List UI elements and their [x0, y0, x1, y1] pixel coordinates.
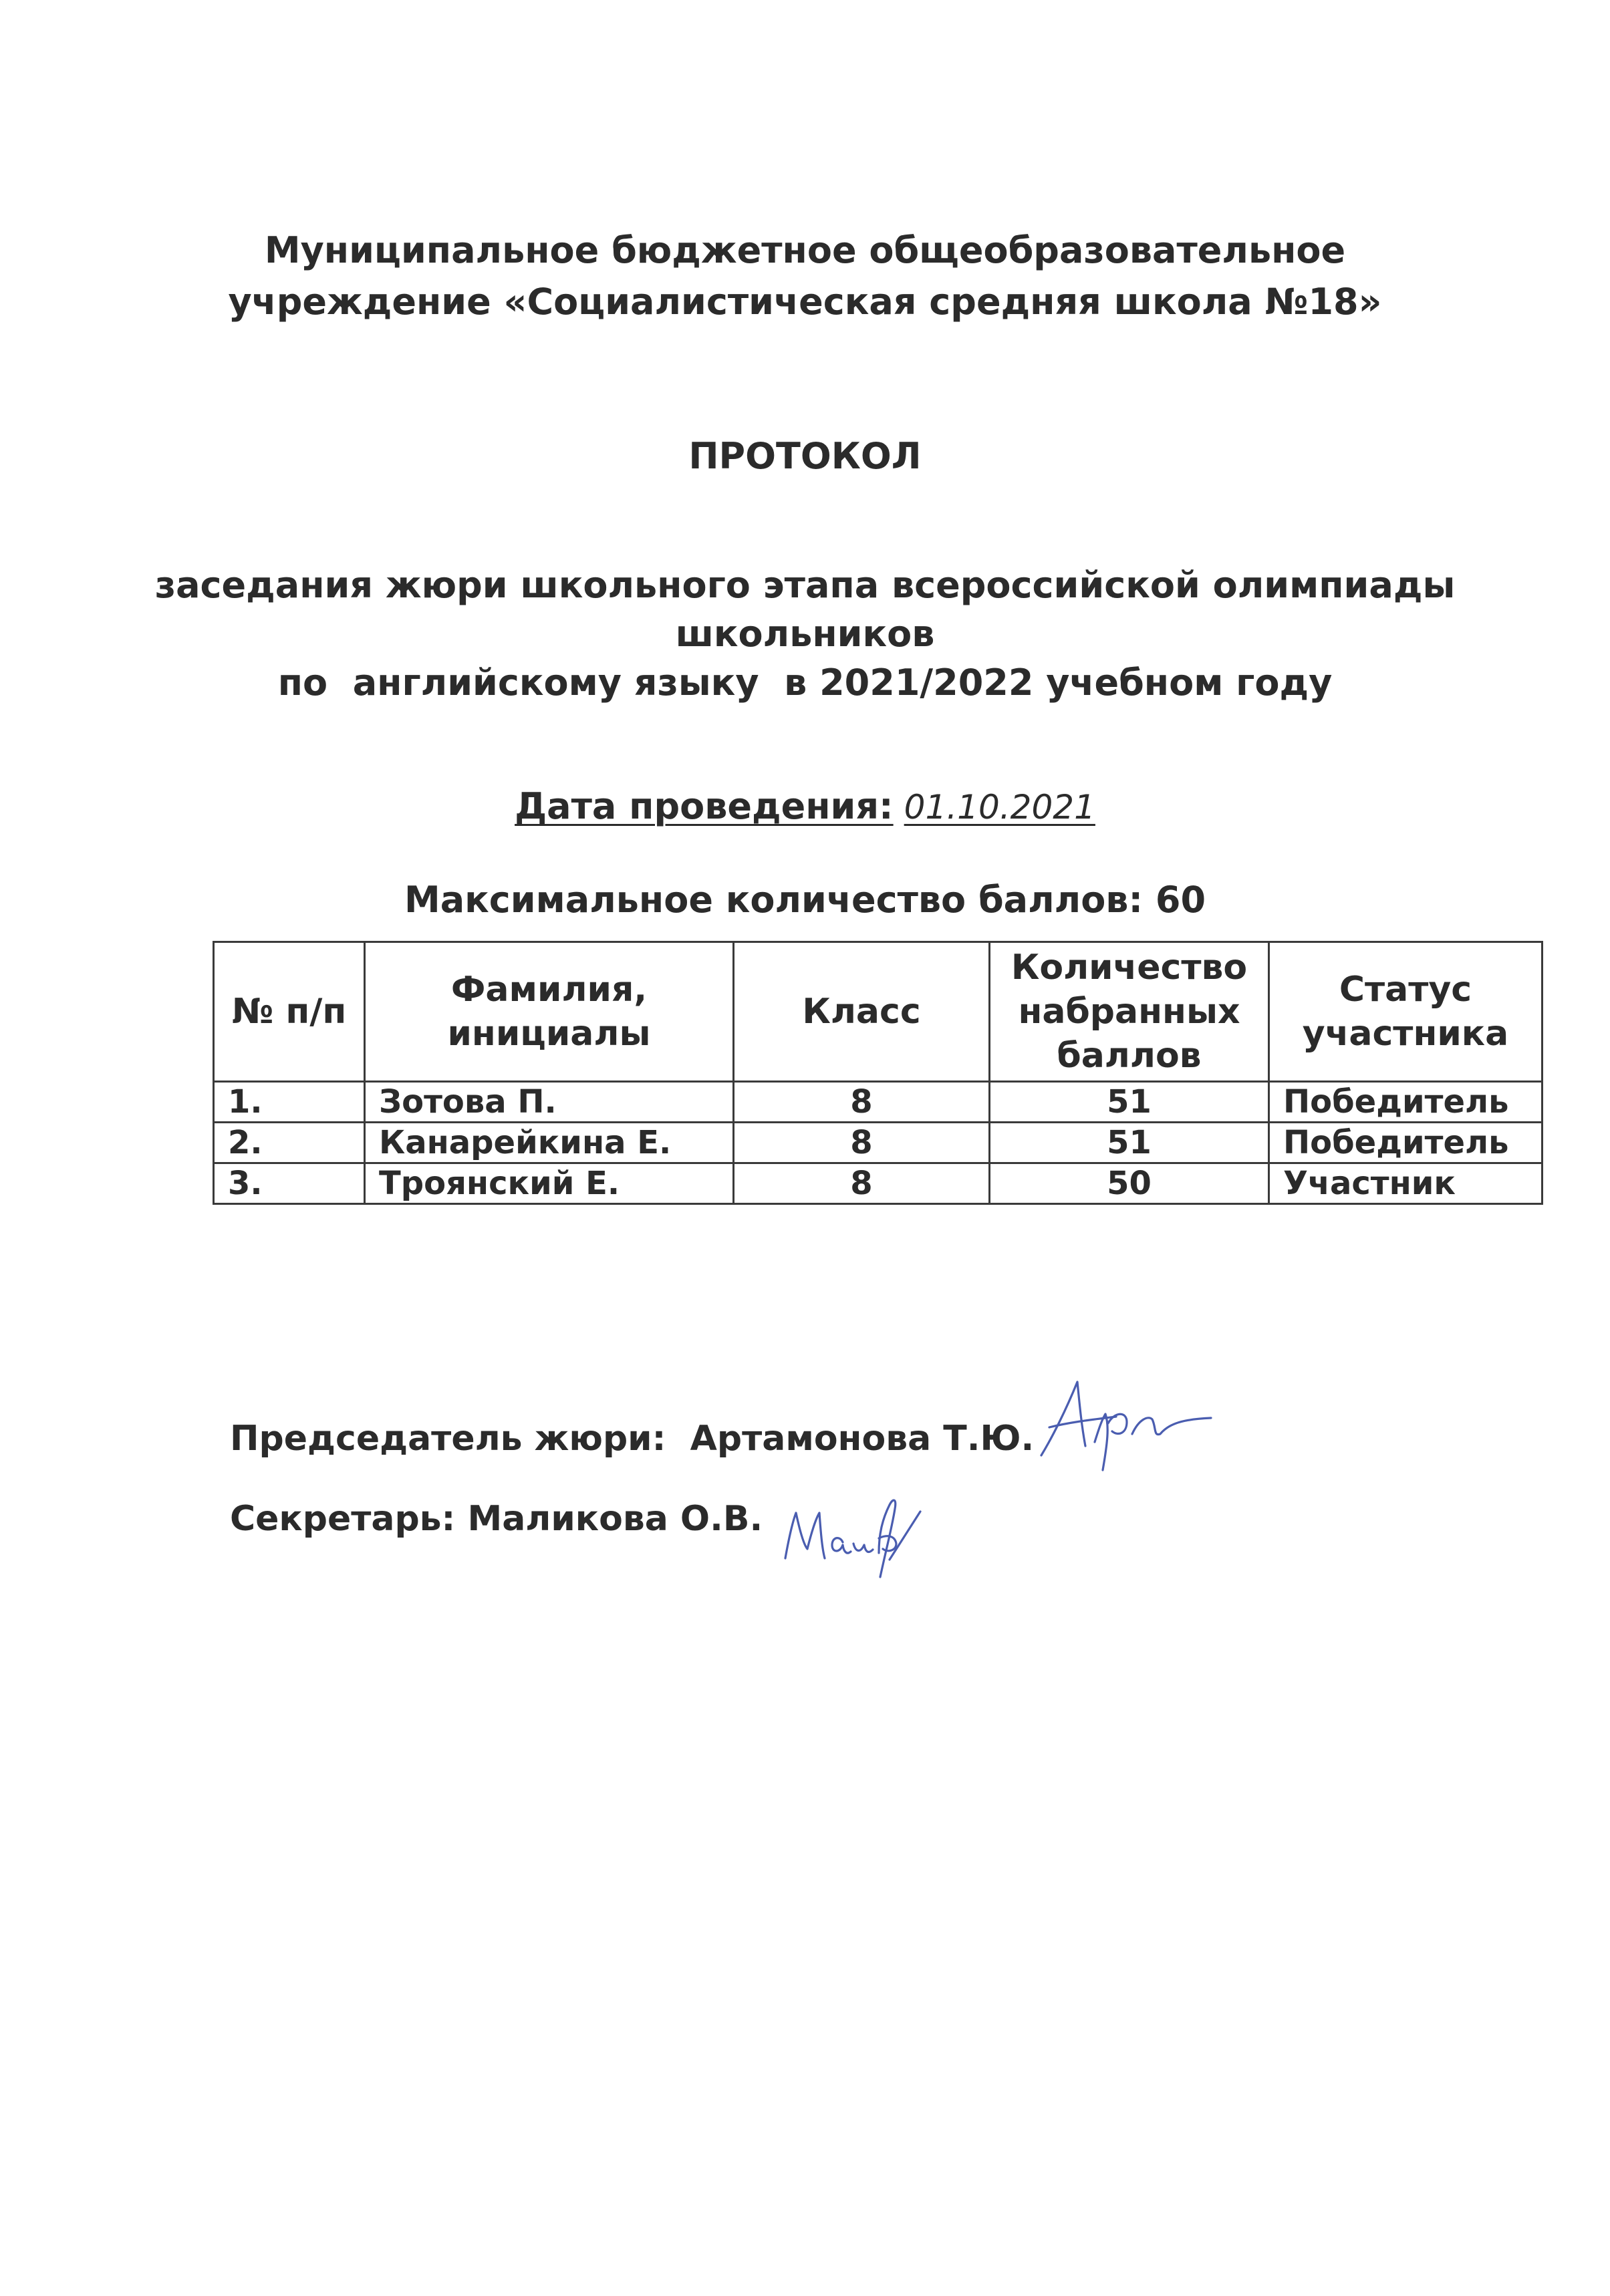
jury-secretary-line: Секретарь: Маликова О.В.: [230, 1499, 763, 1539]
secretary-signature: [779, 1485, 922, 1582]
header-status-line-1: Статус: [1339, 970, 1472, 1010]
header-status: [1269, 942, 1542, 1082]
header-score-line-3: баллов: [1057, 1036, 1202, 1076]
institution-name: [0, 225, 1610, 327]
max-score-text: Максимальное количество баллов: 60: [404, 879, 1206, 921]
cell-score: 50: [990, 1163, 1269, 1204]
results-table: [213, 941, 1543, 1205]
cell-name: Троянский Е.: [365, 1163, 734, 1204]
cell-status: Победитель: [1269, 1123, 1542, 1163]
cell-grade: 8: [734, 1082, 990, 1123]
header-grade-text: Класс: [802, 992, 921, 1032]
date-value: 01.10.2021: [904, 788, 1095, 827]
event-date: [0, 782, 1610, 832]
institution-line-2: учреждение «Социалистическая средняя школа №18»: [228, 281, 1382, 323]
cell-status: Победитель: [1269, 1082, 1542, 1123]
cell-grade: 8: [734, 1163, 990, 1204]
table-row: [214, 1082, 1542, 1123]
table-header-row: [214, 942, 1542, 1082]
chairman-signature: [1029, 1370, 1216, 1483]
header-name: [365, 942, 734, 1082]
subtitle-line-3: по английскому языку в 2021/2022 учебном году: [277, 662, 1333, 704]
header-score-line-1: Количество: [1011, 948, 1248, 988]
header-grade: [734, 942, 990, 1082]
header-number: [214, 942, 365, 1082]
table-row: [214, 1123, 1542, 1163]
subtitle-line-2: школьников: [675, 613, 935, 655]
header-score: [990, 942, 1269, 1082]
table-row: [214, 1163, 1542, 1204]
cell-name: Зотова П.: [365, 1082, 734, 1123]
cell-status: Участник: [1269, 1163, 1542, 1204]
cell-score: 51: [990, 1082, 1269, 1123]
cell-grade: 8: [734, 1123, 990, 1163]
cell-number: 3.: [214, 1163, 365, 1204]
cell-number: 2.: [214, 1123, 365, 1163]
date-label: Дата проведения:: [515, 785, 894, 827]
header-status-line-2: участника: [1302, 1014, 1509, 1054]
max-score: [0, 875, 1610, 925]
document-subtitle: [0, 561, 1610, 707]
header-name-line-1: Фамилия,: [450, 970, 648, 1010]
event-date-underline: [515, 785, 1095, 827]
document-title: [0, 432, 1610, 481]
document-title-text: ПРОТОКОЛ: [688, 435, 922, 477]
cell-score: 51: [990, 1123, 1269, 1163]
header-name-line-2: инициалы: [447, 1014, 651, 1054]
cell-number: 1.: [214, 1082, 365, 1123]
jury-chairman-line: Председатель жюри: Артамонова Т.Ю.: [230, 1419, 1035, 1459]
cell-name: Канарейкина Е.: [365, 1123, 734, 1163]
institution-line-1: Муниципальное бюджетное общеобразовательное: [264, 229, 1346, 271]
header-score-line-2: набранных: [1018, 992, 1240, 1032]
header-number-text: № п/п: [231, 992, 347, 1032]
subtitle-line-1: заседания жюри школьного этапа всероссийской олимпиады: [154, 564, 1456, 606]
